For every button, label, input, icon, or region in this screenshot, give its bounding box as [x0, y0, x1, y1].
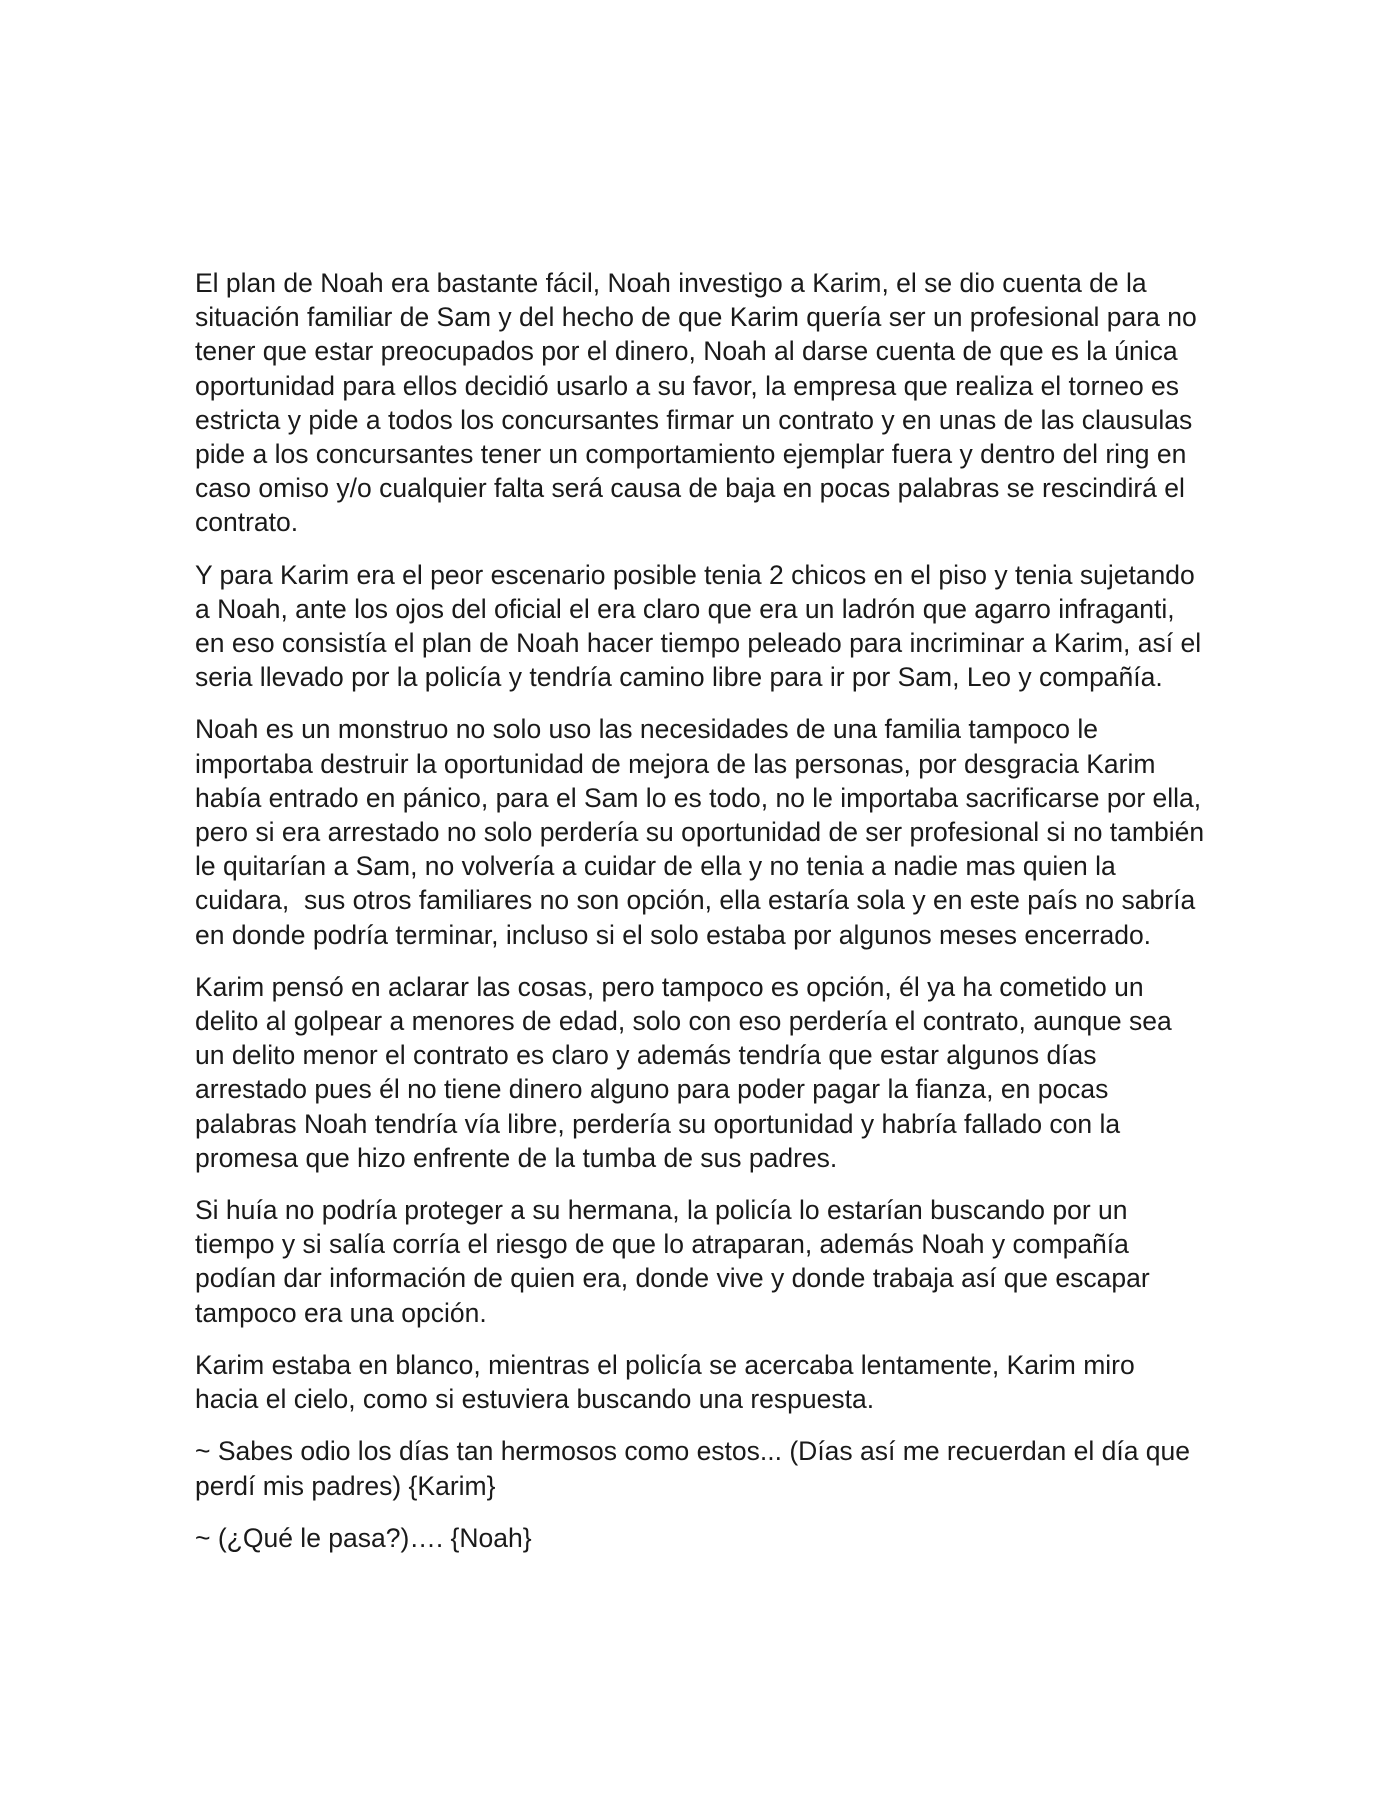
paragraph-1: El plan de Noah era bastante fácil, Noah investigo a Karim, el se dio cuenta de la situación familiar de Sam y del hecho de que Karim quería ser un profesional para no tener que estar preocupados por el dinero, Noah al darse cuenta de que es la única oportunidad para ellos decidió usarlo a su favor, la empresa que realiza el torneo es estricta y pide a todos los concursantes firmar un contrato y en unas de las clausulas pide a los concursantes tener un comportamiento ejemplar fuera y dentro del ring en caso omiso y/o cualquier falta será causa de baja en pocas palabras se rescindirá el contrato. — [195, 268, 1205, 538]
dialogue-karim: ~ Sabes odio los días tan hermosos como estos... (Días así me recuerdan el día que perdí mis padres) {Karim} — [195, 1436, 1198, 1501]
paragraph-6: Karim estaba en blanco, mientras el policía se acercaba lentamente, Karim miro hacia el cielo, como si estuviera buscando una respuesta. — [195, 1349, 1143, 1415]
paragraph-3: Noah es un monstruo no solo uso las necesidades de una familia tampoco le importaba destruir la oportunidad de mejora de las personas, por desgracia Karim había entrado en pánico, para el Sam lo es todo, no le importaba sacrificarse por ella, pero si era arrestado no solo perdería su oportunidad de ser profesional si no también le quitarían a Sam, no volvería a cuidar de ella y no tenia a nadie mas quien la cuidara, sus otros familiares no son opción, ella estaría sola y en este país no sabría en donde podría terminar, incluso si el solo estaba por algunos meses encerrado. — [195, 714, 1212, 950]
paragraph-4: Karim pensó en aclarar las cosas, pero tampoco es opción, él ya ha cometido un delito al golpear a menores de edad, solo con eso perdería el contrato, aunque sea un delito menor el contrato es claro y además tendría que estar algunos días arrestado pues él no tiene dinero alguno para poder pagar la fianza, en pocas palabras Noah tendría vía libre, perdería su oportunidad y habría fallado con la promesa que hizo enfrente de la tumba de sus padres. — [195, 971, 1180, 1173]
document-body — [195, 266, 1212, 1573]
dialogue-noah: ~ (¿Qué le pasa?)…. {Noah} — [195, 1522, 532, 1553]
paragraph-2: Y para Karim era el peor escenario posible tenia 2 chicos en el piso y tenia sujetando a Noah, ante los ojos del oficial el era claro que era un ladrón que agarro infraganti, en eso consistía el plan de Noah hacer tiempo peleado para incriminar a Karim, así el seria llevado por la policía y tendría camino libre para ir por Sam, Leo y compañía. — [195, 559, 1209, 693]
paragraph-5: Si huía no podría proteger a su hermana, la policía lo estarían buscando por un tiempo y si salía corría el riesgo de que lo atraparan, además Noah y compañía podían dar información de quien era, donde vive y donde trabaja así que escapar tampoco era una opción. — [195, 1195, 1158, 1328]
